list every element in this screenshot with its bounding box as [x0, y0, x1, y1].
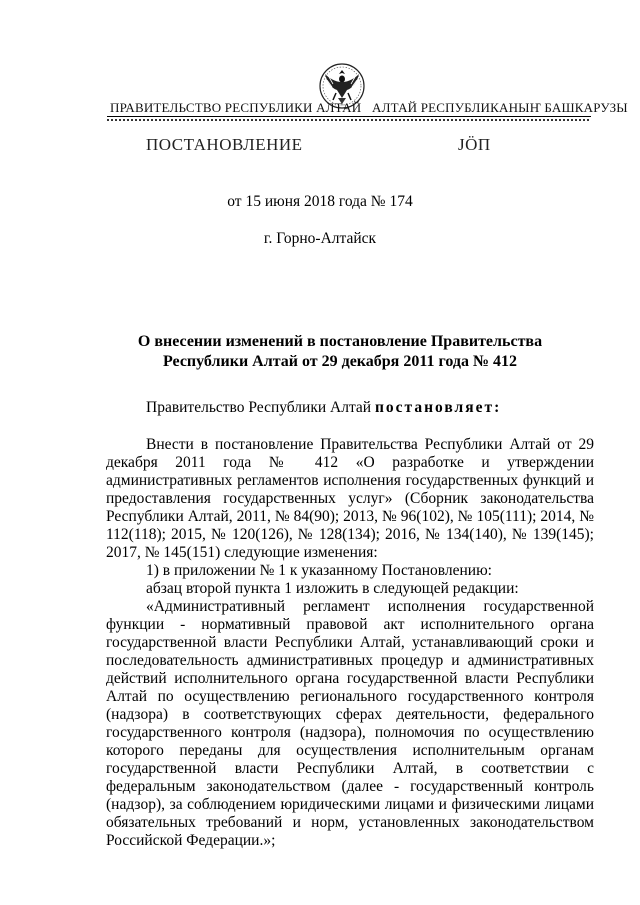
- decree-line: [106, 399, 594, 417]
- government-name-altai: АЛТАЙ РЕСПУБЛИКАНЫҤ БАШКАРУЗЫ: [372, 100, 628, 115]
- decree-verb: постановляет:: [374, 399, 502, 416]
- doc-type-altai: ЈӦП: [458, 135, 491, 154]
- paragraph-new-wording: «Административный регламент исполнения государственной функции - нормативный правовой акт исполнительного органа государственной власти Республики Алтай, устанавливающий сроки и последовательность административных процедур и административных действий исполнительного органа государственной власти Республики Алтай по осуществлению регионального государственного контроля (надзора) в соответствующих сферах деятельности, федерального государственного контроля (надзора), полномочия по осуществлению которого переданы для осуществления исполнительным органам государственной власти Республики Алтай, в соответствии с федеральным законодательством (далее - государственный контроль (надзор), за соблюдением юридическими лицами и физическими лицами обязательных требований и норм, установленных законодательством Российской Федерации.»;: [106, 598, 594, 849]
- header-rule: [107, 116, 591, 117]
- government-name-russian: ПРАВИТЕЛЬСТВО РЕСПУБЛИКИ АЛТАЙ: [110, 100, 362, 115]
- paragraph-instruction: абзац второй пункта 1 изложить в следующей редакции:: [146, 580, 519, 597]
- document-city: г. Горно-Алтайск: [263, 230, 377, 247]
- document-title: [120, 332, 560, 372]
- document-date-number: от 15 июня 2018 года № 174: [227, 193, 413, 210]
- doc-type-russian: ПОСТАНОВЛЕНИЕ: [146, 135, 303, 154]
- title-line-1: О внесении изменений в постановление Правительства: [137, 333, 543, 350]
- title-line-2: Республики Алтай от 29 декабря 2011 года № 412: [162, 353, 518, 370]
- header-dotted-rule: [107, 119, 591, 121]
- paragraph-amendment-intro: Внести в постановление Правительства Республики Алтай от 29 декабря 2011 года № 412 «О разработке и утверждении административных регламентов исполнения государственных функций и предоставления государственных услуг» (Сборник законодательства Республики Алтай, 2011, № 84(90); 2013, № 96(102), № 105(111); 2014, № 112(118); 2015, № 120(126), № 128(134); 2016, № 134(140), № 139(145); 2017, № 145(151) следующие изменения:: [106, 436, 594, 561]
- document-body: [106, 436, 594, 850]
- paragraph-item-1: 1) в приложении № 1 к указанному Постановлению:: [146, 562, 492, 579]
- decree-lead: Правительство Республики Алтай: [146, 399, 375, 416]
